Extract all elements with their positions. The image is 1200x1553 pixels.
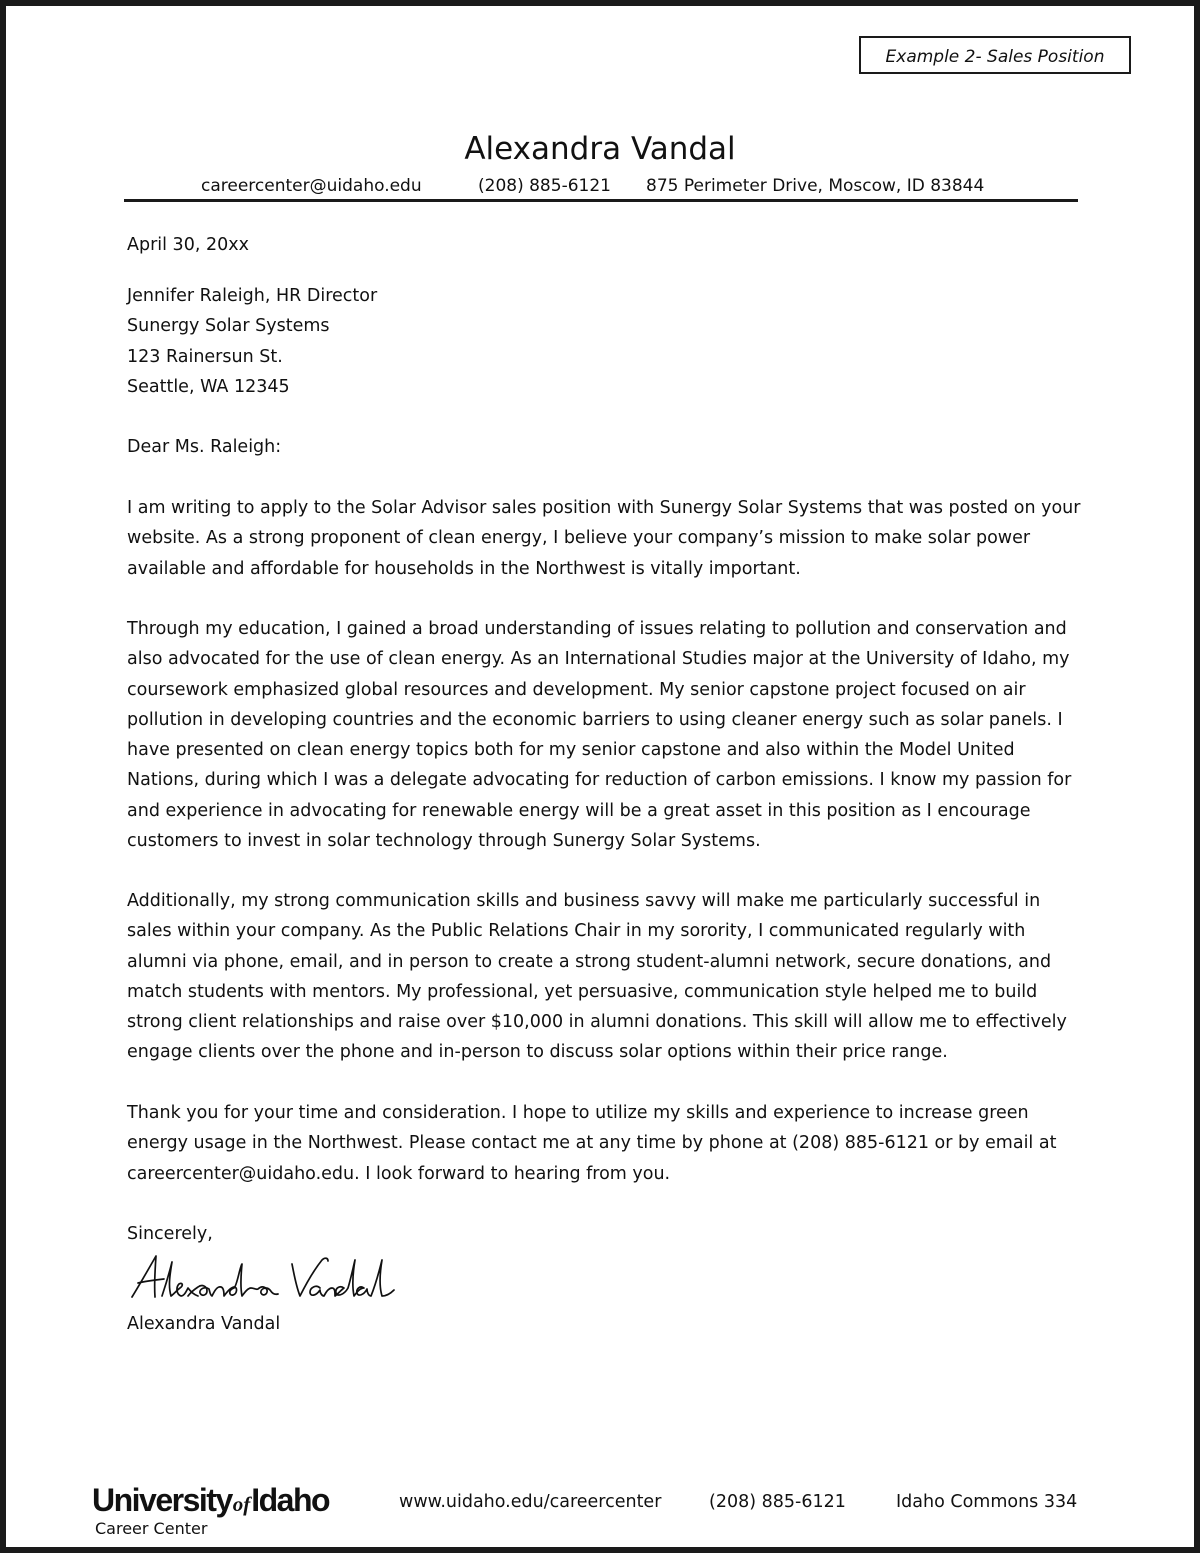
paragraph-line: energy usage in the Northwest. Please contact me at any time by phone at (208) 885-6121 or by email at [127,1133,1057,1154]
paragraph-skills [127,886,1087,1068]
logo-university: University [92,1482,232,1518]
paragraph-closing [127,1098,1087,1189]
paragraph-line: match students with mentors. My professional, yet persuasive, communication style helped me to build [127,981,1038,1002]
header-divider [124,199,1078,202]
footer-office: Idaho Commons 334 [896,1492,1078,1512]
logo-career-center: Career Center [95,1519,208,1538]
complimentary-close: Sincerely, [127,1224,213,1244]
paragraph-line: customers to invest in solar technology through Sunergy Solar Systems. [127,831,761,852]
paragraph-line: careercenter@uidaho.edu. I look forward to hearing from you. [127,1163,671,1184]
salutation: Dear Ms. Raleigh: [127,437,282,457]
recipient-city: Seattle, WA 12345 [127,376,290,397]
paragraph-line: have presented on clean energy topics both for my senior capstone and also within the Model United [127,740,1015,761]
recipient-company: Sunergy Solar Systems [127,316,330,337]
paragraph-line: alumni via phone, email, and in person to create a strong student-alumni network, secure donations, and [127,951,1052,972]
paragraph-line: pollution in developing countries and the economic barriers to using cleaner energy such as solar panels. I [127,709,1063,730]
paragraph-line: engage clients over the phone and in-person to discuss solar options within their price range. [127,1042,948,1063]
paragraph-line: strong client relationships and raise over $10,000 in alumni donations. This skill will allow me to effectively [127,1012,1067,1033]
paragraph-line: and experience in advocating for renewable energy will be a great asset in this position as I encourage [127,800,1031,821]
paragraph-education [127,614,1087,856]
recipient-name: Jennifer Raleigh, HR Director [127,286,378,306]
sender-name-heading: Alexandra Vandal [464,131,736,167]
paragraph-line: available and affordable for households in the Northwest is vitally important. [127,558,801,579]
contact-address: 875 Perimeter Drive, Moscow, ID 83844 [646,176,985,196]
recipient-block [127,281,1087,402]
paragraph-line: I am writing to apply to the Solar Advisor sales position with Sunergy Solar Systems that was posted on your [127,498,1081,518]
paragraph-line: Thank you for your time and consideration. I hope to utilize my skills and experience to increase green [127,1103,1029,1123]
handwritten-signature [124,1250,424,1310]
paragraph-line: also advocated for the use of clean energy. As an International Studies major at the University of Idaho, my [127,649,1070,670]
paragraph-line: Through my education, I gained a broad understanding of issues relating to pollution and conservation and [127,619,1067,639]
logo-idaho: Idaho [251,1482,330,1518]
contact-line [201,176,1001,200]
letter-date: April 30, 20xx [127,235,249,255]
logo-wordmark [92,1482,329,1522]
signer-name: Alexandra Vandal [127,1314,281,1334]
example-label: Example 2- Sales Position [859,36,1131,74]
university-logo [92,1482,382,1542]
contact-email: careercenter@uidaho.edu [201,176,422,196]
recipient-street: 123 Rainersun St. [127,346,283,367]
paragraph-intro [127,493,1087,584]
paragraph-line: sales within your company. As the Public Relations Chair in my sorority, I communicated regularly with [127,921,1026,942]
footer-phone: (208) 885-6121 [709,1492,846,1512]
paragraph-line: Nations, during which I was a delegate advocating for reduction of carbon emissions. I know my passion for [127,770,1072,791]
paragraph-line: coursework emphasized global resources and development. My senior capstone project focused on air [127,679,1026,700]
paragraph-line: Additionally, my strong communication skills and business savvy will make me particularly successful in [127,891,1041,911]
contact-phone: (208) 885-6121 [478,176,611,196]
paragraph-line: website. As a strong proponent of clean energy, I believe your company’s mission to make solar power [127,528,1031,549]
footer-website: www.uidaho.edu/careercenter [399,1492,662,1512]
logo-of: of [232,1492,251,1516]
